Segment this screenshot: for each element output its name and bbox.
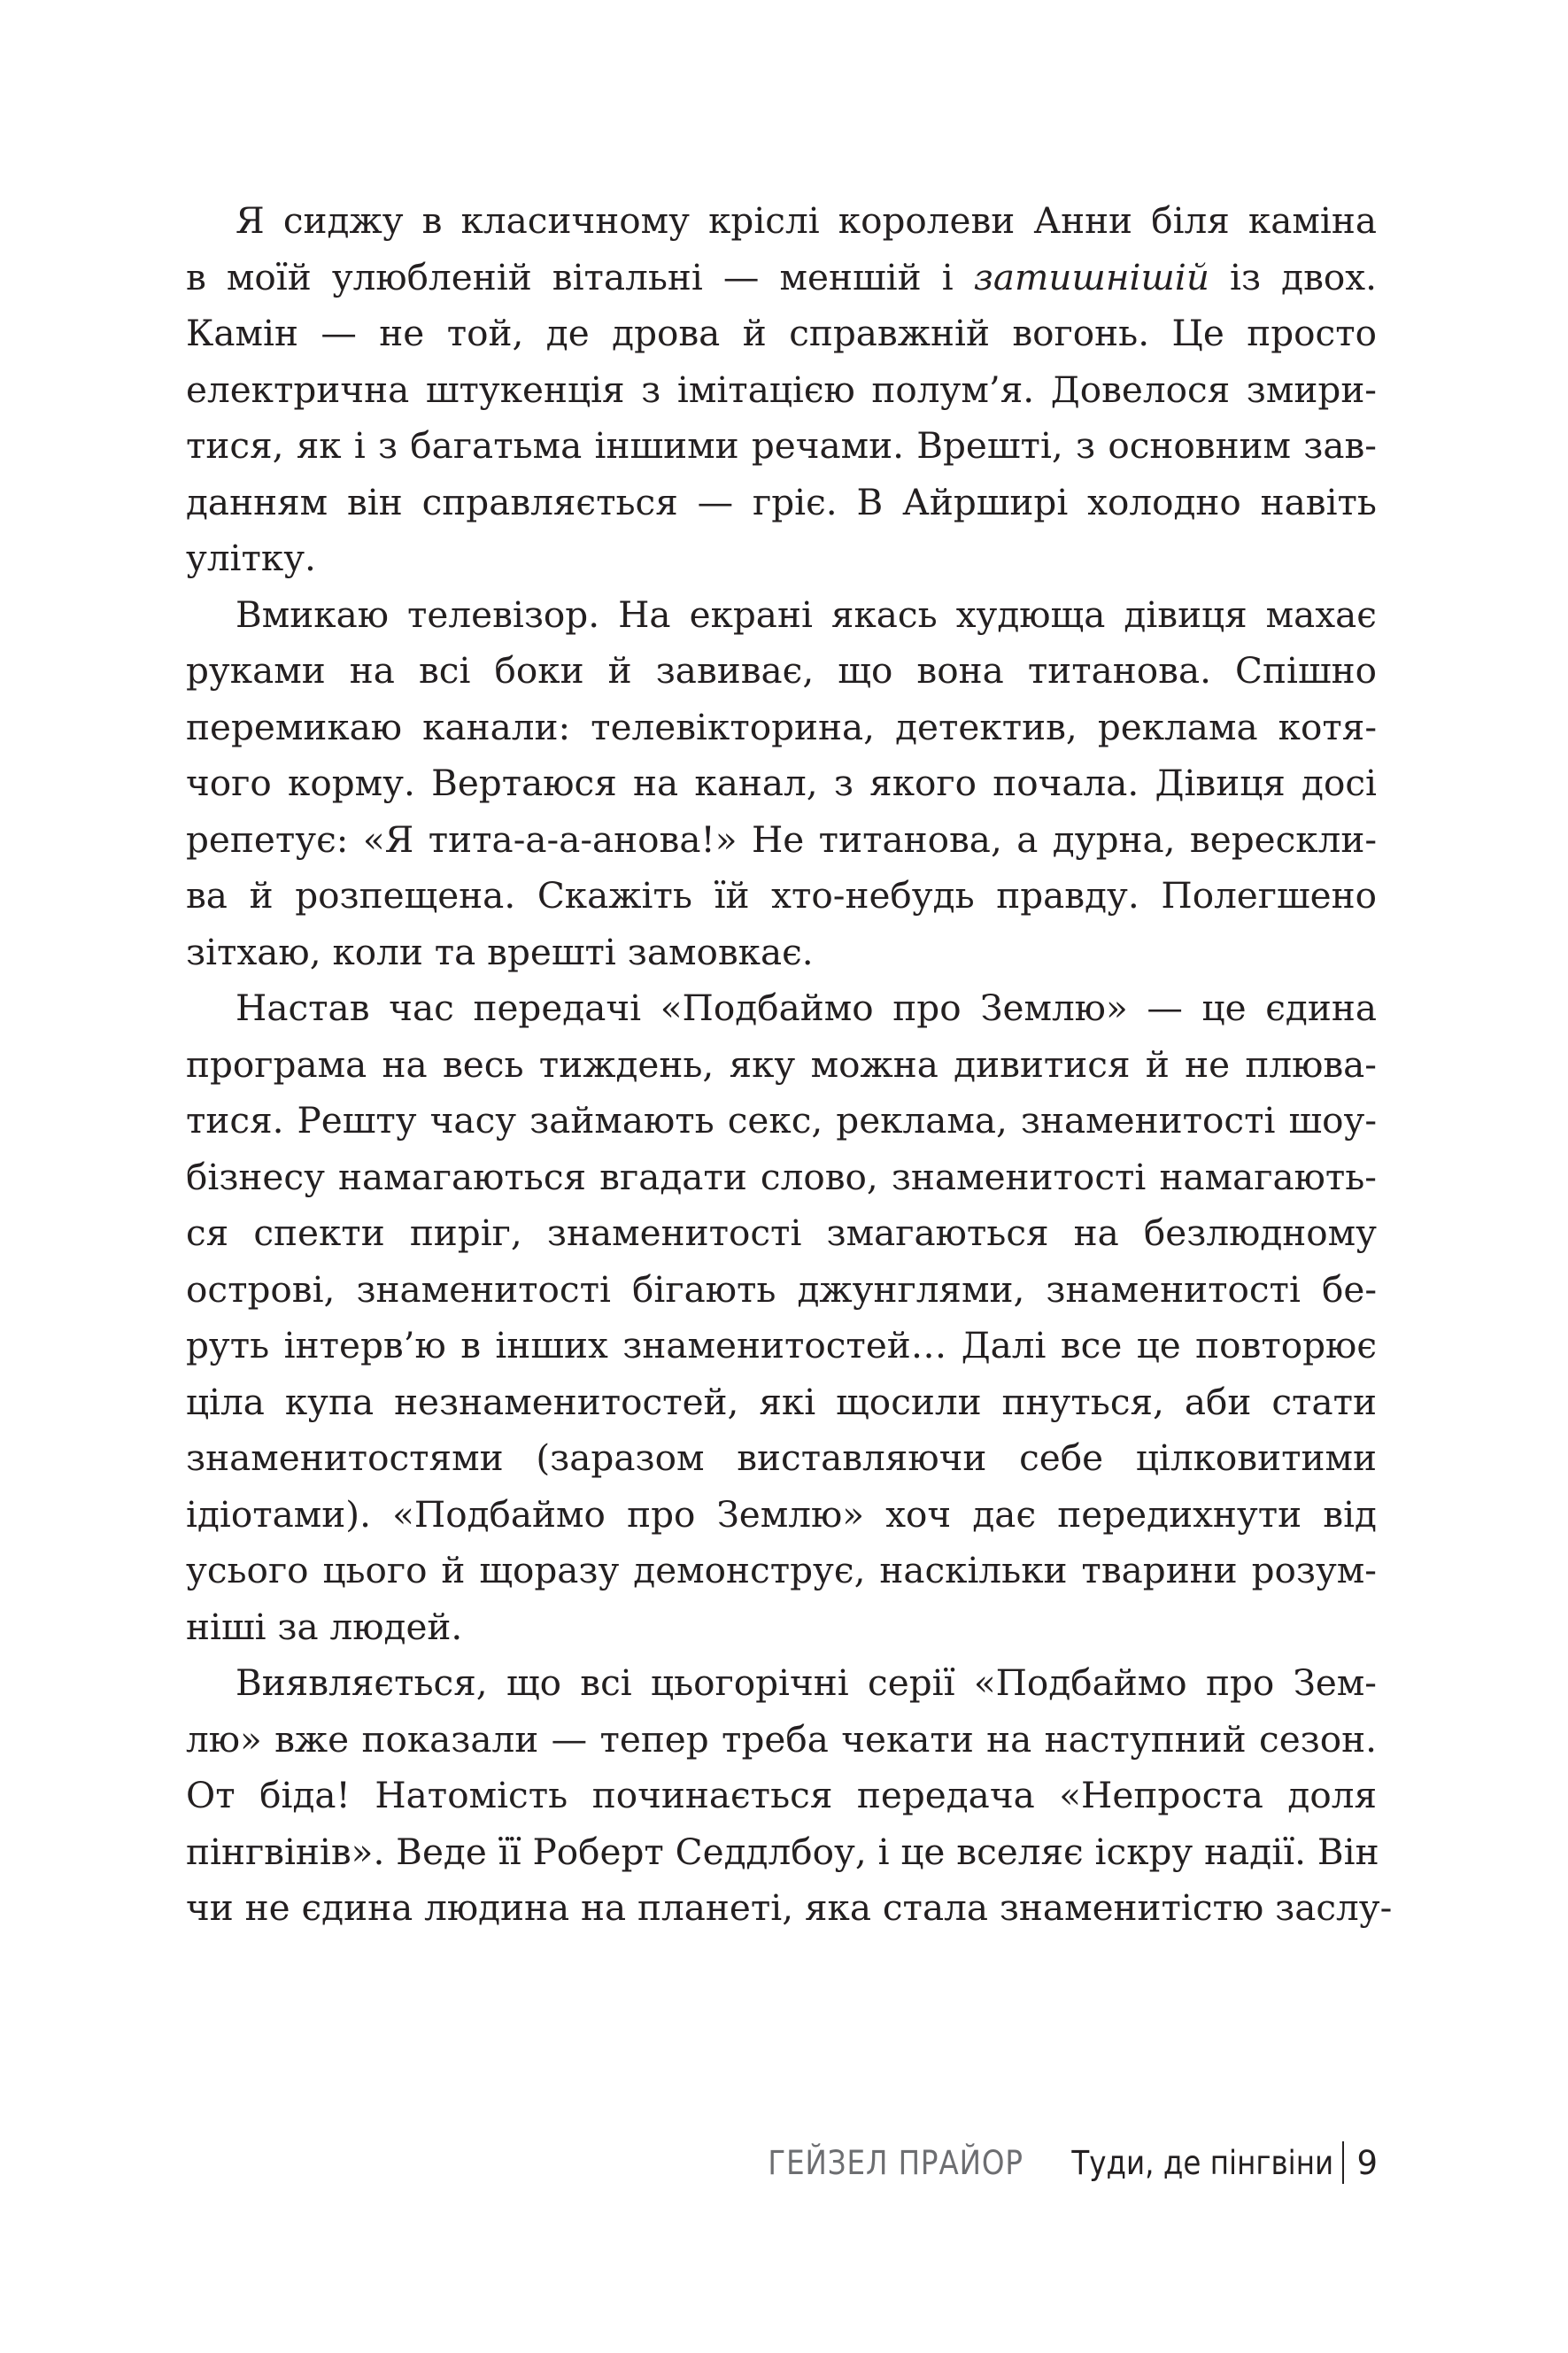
text-line: руками на всі боки й завиває, що вона титанова. Спішно bbox=[186, 649, 1377, 692]
footer-book-title: Туди, де пінгвіни bbox=[1071, 2143, 1334, 2182]
text-line: данням він справляється — гріє. В Айрширі холодно навіть bbox=[186, 480, 1377, 523]
emphasis: затишнішій bbox=[973, 255, 1209, 298]
text-line: ідіотами). «Подбаймо про Землю» хоч дає передихнути від bbox=[186, 1492, 1377, 1536]
text-line: чи не єдина людина на планеті, яка стала знаменитістю заслу- bbox=[186, 1886, 1393, 1929]
text-line: репетує: «Я тита-а-а-анова!» Не титанова, а дурна, верескли- bbox=[186, 817, 1377, 861]
text-line: Виявляється, що всі цьогорічні серії «Подбаймо про Зем- bbox=[236, 1661, 1377, 1704]
text-line: перемикаю канали: телевікторина, детектив, реклама котя- bbox=[186, 705, 1377, 748]
text-line: лю» вже показали — тепер треба чекати на наступний сезон. bbox=[186, 1717, 1377, 1761]
text-line: ніші за людей. bbox=[186, 1605, 463, 1648]
text-line: усього цього й щоразу демонструє, наскільки тварини розум- bbox=[186, 1549, 1377, 1591]
text-line: Камін — не той, де дрова й справжній вогонь. Це просто bbox=[186, 312, 1377, 354]
paragraph bbox=[186, 980, 1377, 1655]
paragraph bbox=[186, 587, 1377, 981]
text-line: острові, знаменитості бігають джунглями, знаменитості бе- bbox=[186, 1267, 1377, 1311]
text-line: зітхаю, коли та врешті замовкає. bbox=[186, 930, 814, 973]
page-number: 9 bbox=[1356, 2143, 1378, 2182]
text-line: чого корму. Вертаюся на канал, з якого почала. Дівиця досі bbox=[186, 762, 1377, 804]
text-line: знаменитостями (заразом виставляючи себе цілковитими bbox=[186, 1436, 1377, 1479]
running-footer bbox=[733, 2138, 1378, 2187]
footer-divider bbox=[1342, 2141, 1344, 2184]
text-line: ціла купа незнаменитостей, які щосили пнуться, аби стати bbox=[186, 1380, 1377, 1423]
text-line: От біда! Натомість починається передача «Непроста доля bbox=[186, 1774, 1377, 1816]
text-line: бізнесу намагаються вгадати слово, знаменитості намагають- bbox=[186, 1155, 1377, 1198]
text-line: пінгвінів». Веде її Роберт Седдлбоу, і це вселяє іскру надії. Він bbox=[186, 1830, 1379, 1873]
paragraph bbox=[186, 1655, 1393, 1937]
text-line: тися, як і з багатьма іншими речами. Врешті, з основним зав- bbox=[186, 424, 1377, 467]
footer-author: ГЕЙЗЕЛ ПРАЙОР bbox=[768, 2143, 1024, 2182]
text-line: в моїй улюбленій вітальні — меншій і затишнішій із двох. bbox=[186, 255, 1377, 298]
text-line: електрична штукенція з імітацією полум’я. Довелося змири- bbox=[186, 368, 1377, 411]
text-line: Я сиджу в класичному кріслі королеви Анни біля каміна bbox=[236, 199, 1377, 242]
body-text bbox=[186, 193, 1393, 1937]
text-line: улітку. bbox=[186, 537, 316, 579]
text-line: ся спекти пиріг, знаменитості змагаються на безлюдному bbox=[186, 1211, 1377, 1254]
text-line: Вмикаю телевізор. На екрані якась худюща дівиця махає bbox=[236, 592, 1377, 636]
text-line: програма на весь тиждень, яку можна дивитися й не плюва- bbox=[186, 1042, 1377, 1086]
text-line: ва й розпещена. Скажіть їй хто-небудь правду. Полегшено bbox=[186, 874, 1377, 917]
paragraph bbox=[186, 193, 1377, 587]
text-line: тися. Решту часу займають секс, реклама, знаменитості шоу- bbox=[186, 1099, 1377, 1142]
text-line: Настав час передачі «Подбаймо про Землю» — це єдина bbox=[236, 987, 1377, 1029]
text-line: руть інтерв’ю в інших знаменитостей… Далі все це повторює bbox=[186, 1324, 1377, 1366]
